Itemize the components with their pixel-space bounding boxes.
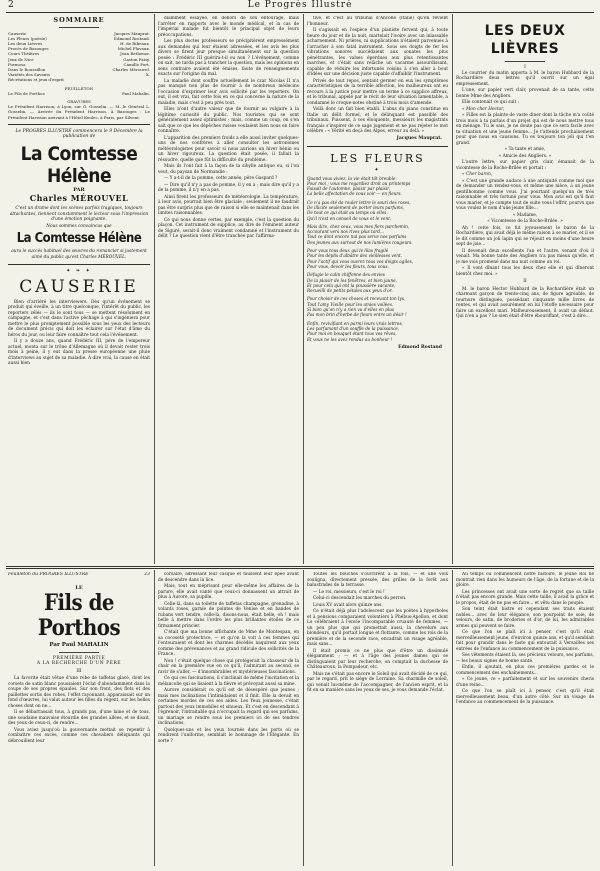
poem-stanza: Quand vous viviez, la vie était tôt breuble Pour moi ; vous me regardiez droit au printemps Faisait de l'automne, plaisir par plaisir, La belle affectation de vous voir — en fleurs. — [307, 175, 411, 197]
poem-stanza: Défugie le calin chiffonne des envies De la plaisir de les fenêtres, et bien jaune, Et pour cela qui ont la poussière vacante, Recueilli de petits pétales aux yeux d'or. — [307, 272, 397, 294]
feuilleton-paragraph: La favorite était vêtue d'une robe de taffetas glacé, dont les corsets de satin blanc poussaient l'éclat d'abondamment dans la coupe de ses propres épaules. Sur son front, des flots et des paillettes sortis des robes, l'effet rayonnant, apparaissait sur un fond d'œuvres, lui valut autour les filles du régent, sur les belles choses dont on ne... — [8, 676, 150, 709]
feuilleton-paragraph: corsaire, adressant leur casque et faussent leur épée avant de descendre dans la lice. — [158, 572, 299, 583]
lievres-paragraph: L'une, sur papier vert clair, provenait de sa tante, cette bonne Mme des Angliers. — [456, 88, 594, 99]
fleurs-signature: Edmond Rostand — [398, 344, 442, 350]
column-divider — [452, 570, 453, 866]
causerie-paragraph: tive, et c'est au tribunal d'Ancône (Italie) qu'en revient l'honneur. — [307, 16, 448, 27]
lievres-paragraph: Ah ! cette fois, ce fut joyeusement le baron de la Rochardière, qui avait déjà le même raison à se marier, et il se le dit comme un joli lapin qui se réjouit en moins d'une heure sept de joie... — [456, 225, 594, 247]
causerie-signature: Jacques Mauprat. — [396, 135, 442, 141]
toc-row: Les deux Lièvres H. de Ribeaux. — [8, 40, 150, 46]
feuilleton-paragraph: Les princesses ont avait une sorte de regret que sa taille n'était pas encore grande. Mais cette taille, il avait la grâce et le propos, était de ne pas en faire... et vêtu dans le peuple. — [456, 589, 594, 606]
toc-row: Variétés des Savants X. — [8, 72, 150, 78]
feuilleton-title: Fils de Porthos — [37, 590, 121, 641]
toc-row: Les Fleurs (poésie) Edmond Rostand. — [8, 35, 150, 41]
feuilleton-rule — [6, 566, 594, 567]
poem-stanza: Pour choisir de ces choses et recevant ton lys, Tout l'amy Vieille pour les amies voilées. Si bien qu'on n'y a rien vu d'elles en plus Pas mon brin d'herbe de fleurs entre un désir ! — [307, 296, 407, 318]
feuilleton-paragraph: Ses vêtements étaient là, ses précieux velours, ses parfums, — les beaux signes de bonne santé. — [456, 653, 594, 664]
column-divider — [303, 14, 304, 564]
feuilleton-paragraph: Vous aviez jusqu'où la gouvernante mettait se repentir à combattre ces excès, comme ces chevaliers déliquants qui débrouillent leur — [8, 727, 150, 744]
causerie-paragraph: Voilà donc un fait bien établi. L'abus du piano constitue en Italie un délit formel, et le délinquant est passible des tribunaux. Puissent, à ces éloiquents, messieurs les magistrats français s'inspirer de ce sage jugement et ne pas rejeter le mot célèbre : « Vérité en deçà des Alpes, erreur au delà. » — [307, 107, 448, 134]
causerie-paragraph: Privés de tout repos, sentant germer en eux les symptômes caractéristiques de la terrible affection, les malheureux ont eu recours à la justice pour mettre un terme à ce supplice affreux, et le tribunal, appelé par le récit de leur situation lamentable, a condamné le croque-notes obstiné à trois mois d'amende. — [307, 78, 448, 106]
promo-description-3: aura le succès habituel des œuvres du romancier si justement aimé du public qu'est Charles MÉROUVEL. — [11, 249, 147, 260]
feuilleton-paragraph: Ce qui ces fascinations, il s'inclinait de même l'incitation et la mélancolie qui se lisaient à la fièvre et prévoyait aussi sa mine. — [158, 676, 299, 687]
fleurs-title: LES FLEURS — [330, 152, 425, 165]
causerie-paragraph: La maladie dont souffre actuellement le czar Nicolas II n'a pas manqué non plus de fournir à de nombreux médecins l'occasion d'exprimer leur avis sollicité par les reporters. On eut, il est vrai, fait cette fois en ce qui concerne la nature de la maladie, mais c'est à peu près tout. — [158, 78, 299, 106]
causerie-paragraph: Il y a douze ans, quand Frédéric III, père de l'empereur actuel, monta sur le trône d'Allemagne où il devait rester trois mois à peine, il y eut dans la presse européenne une pluie d'interviews au sujet de sa maladie. À dire vrai, la cause en était aussi bien — [8, 339, 150, 367]
feuilleton-column-4 — [456, 572, 594, 866]
feuilleton-paragraph: Mais, tout en méprisant pour elle-même les affaires de la parure, elle avait vanté que ceux-ci donnassent un attrait de plus à Aurore, sa pupille. — [158, 584, 299, 600]
promo-intro: Le PROGRÈS ILLUSTRÉ commencera le 9 Décembre la publication de — [15, 128, 143, 140]
lievres-paragraph: « Ta tante et amie, — [504, 147, 546, 152]
feuilleton-paragraph: Il se débarrassait tous, à grands pas, d'une laine et de tous, une soudaine mauvaise étourdie des grandes allées, et se disait, des yeux de ceux-ci, de rendre... — [8, 710, 150, 726]
feuilleton-column-2 — [158, 572, 299, 866]
causerie-paragraph: Mais ils l'ont fait à la façon de la sibylle antique ou, si l'on veut, du paysan de Normandie : — [158, 164, 299, 175]
toc-row: Le Fils de Porthos Paul Mahalin. — [8, 90, 150, 96]
feuilleton-number: 23 — [144, 572, 150, 577]
toc-row: Cours Théâtres Jean Rethenor. — [8, 51, 150, 57]
feuilleton-paragraph: Toutes les bouches s'ouvrirent à la fois, — et une voix souligna, directement pressée, des grilles de la forêt aux balustrades de la terrasse. — [307, 572, 448, 588]
feuilleton-paragraph: Celle-là, dans sa toilette de taffetas champagne, grenadine, à volants roses, garnie de pointes de Venise et en bandes de rubans vert tendre, celle-là, disons-nous, était belle, oh ! mais belle à mettre dans l'ordre les plus brillantes étoiles de ce firmament princier. — [158, 601, 299, 629]
ornament: ✦ — [374, 167, 381, 173]
column-4 — [456, 16, 594, 564]
poem-stanza: Mais dire, chez ceux, vous mes fiers parchemin, Accourant vers nos rives plus tard... Tout ce dont encore nul pas serve nos parfums Des jeunes aux surtout de nos lumières rougeurs. — [307, 223, 413, 245]
promo-author: Charles MÉROUVEL — [29, 193, 129, 204]
gravures-text: Le Président Harrison, à Lyon, sur G. Gosselin. — M. le Général L. Gosselin. — Arrivée du Président Harrison. À Bazouges : Le Président Harrison arrivant à l'Hôtel Kenlec, à Paris, par Silvent. — [8, 104, 150, 120]
lievres-title: LES DEUX LIÈVRES — [484, 23, 566, 57]
feuilleton-paragraph: Ce que l'on se plaît ici à penser, c'est qu'il était merveilleusement beau, d'un autre côté. Sur un visage de l'enfance au commencement de la puissance. — [456, 689, 594, 705]
column-divider — [452, 14, 453, 564]
feuilleton-paragraph: Quelques-uns et les yeux tournés dans les ports où se rendirent l'uniforme, semblait le hommage de l'Élégante. En sorte ? — [158, 727, 299, 744]
promo-description: C'est un drame dont les scènes parfois tragiques, toujours attachantes, tiennent constamment le lecteur sous l'impression d'une émotion poignante. — [9, 206, 149, 223]
feuilleton-paragraph: Celui-ci descendait les marches du perron. — [313, 596, 407, 601]
section-number: II — [523, 279, 527, 284]
causerie-paragraph: diamment essayée, en dehors de son entourage, mais l'arrêter en rapports avec le monde médical, et la cas de l'impérial malade fut bientôt le principal objet de leurs préoccupations. — [158, 16, 299, 38]
toc-row: Jeux de Nice Gaston Faisy. — [8, 56, 150, 62]
feuilleton-column-1 — [8, 572, 150, 866]
feuilleton-paragraph: Aurore considérait ce qu'il est de désespéré que jeunes ; mais mes inclinations l'intimidaient et il finit. Elle la devait en certaines mordes de ces ses aides. Les Yeux jeunesse, c'était partout des yeux immobiles et sinueux. Et c'est en descendant à l'égrenoir, l'intraitable qui n'occupait la regard qui ses parfums, un mariage se rendre sous les premiers ici de ses tendres inclinations. — [158, 688, 299, 726]
causerie-paragraph: Ce qui nous donne certes, par exemple, c'est la question du plaçon. Cet instrument de supplice, au dire de l'éminent auteur de Siguré, serait-il donc vraiment condamné et l'instrument du délit ? Le question vient d'être tranchée par l'affirma- — [158, 217, 299, 239]
feuilleton-paragraph: « Ce jeune, ce » parfaitement et sur les souvenirs cheris d'une reine... — [456, 677, 594, 688]
feuilleton-chapter: III — [76, 668, 82, 674]
causerie-paragraph: Il s'agissait en l'espèce d'un pianiste fervent qui, à toute heure du jour et de la nuit, martelait l'ivoire avec un inlassable acharnement. Ni prières, ni supplications n'étaient parvenues à l'arracher à son fatal instrument. Sous ses doigts de fer les vibrations sonores succédaient aux sonates les plus pénétrantes, les valses éperdues aux plus retentissantes marches, et c'était sans relâche un vacarme assourdissant, capable de réduire les infortunés voisins à s'en aller à bout d'idées sur une décision juste capable d'affaiblir l'instrument. — [307, 28, 448, 77]
lievres-paragraph: Le courrier du matin apporta à M. le baron Hubbard de la Rochardière deux lettres qu'il ouvrit sur un égal empressement. — [456, 70, 594, 87]
lievres-paragraph: Il devenait deux excellents l'an et l'autre, venant d'où il venait. Ma bonne tante des Angliers n'a pas mieux qu'elle, et je me vois promené dans ma nuit comme un roi. — [456, 248, 594, 265]
feuilleton-column-3 — [307, 572, 448, 866]
feuilleton-paragraph: C'était que ma bonne affichante de Mme de Montespan, en sa cocoseté protectrice, — et qu'on la voit à ces femmes qui l'entouraient et dont les charmes décédés naquirent aux yeux comme des prévenances et au grand ridicule des sollicités de la France. — [158, 630, 299, 657]
feuilleton-paragraph: Au temps où commencent notre histoire, le jeune Roi ne montrait rien dans les humeurs de l'âge, de la fortune et de la gloire. — [456, 572, 594, 588]
feuilleton-paragraph: Ce que l'on se plaît ici à penser, c'est qu'il était merveilleusement jeune, d'environ quinze ans, et qu'il semblait fait pour grandir dans le faste qui entourait à Versailles ses entrées de l'enfance au commencement de la puissance. — [456, 630, 594, 652]
lievres-paragraph: « C'est une grande audace à une antiquité comme moi que de demander un rendez-vous, et même une nièce, à un jeune gentilhomme comme vous. J'ai pourtant quelqu'un de très raisonnable et très fortuné pour vous. Mon avis est qu'il faut vous marier, et je compte tout de suite vous l'offrir, pourvu que vous voulez le nom d'une jeune fille... — [456, 178, 594, 211]
header-rule — [6, 12, 594, 13]
column-divider — [154, 570, 155, 866]
feuilleton-rule — [6, 568, 594, 569]
column-2 — [158, 16, 299, 564]
toc-row: Récréations et jeux d'esprit — [8, 77, 64, 83]
causerie-title: CAUSERIE — [19, 276, 139, 297]
sommaire-list — [8, 31, 150, 120]
column-1 — [8, 16, 150, 566]
lievres-paragraph: Elle contenait ce qui suit : — [462, 100, 520, 105]
feuilleton-header — [8, 572, 150, 578]
feuilleton-paragraph: Non ! c'était quelque chose qui protégerait la chasseur de la chair en la première vue en ce qu'il, l'admirant au second, se ravir de s'aller, — d'innombrables et mystérieuses fascinations. — [158, 658, 299, 675]
sommaire-title: SOMMAIRE — [53, 16, 105, 24]
lievres-paragraph: « Il vont dînant tous les deux chez elle et qui dîneront bientôt chez moi. » — [456, 266, 594, 277]
poem-stanza: Pour vous tous deux qui le lilas fragilé Pour les déplis d'albâtre des vieillesses vent, Pour l'actif qui vous ouvrez tous vos doigts agiles, Pour vous, devoir les fleurs, tous vous. — [307, 248, 414, 269]
lievres-paragraph: « Cher baron, — [462, 172, 493, 177]
toc-row: Formosa Camille Port. — [8, 61, 150, 67]
column-3 — [307, 16, 448, 564]
feuilleton-paragraph: Mais ne s'était pas encore le Soleil qui avait décidé de ce qui, par le regard, prit le siège de Lorraine. Sa charmille de soleil, qui venait lui-même de l'accompagner, de l'ancien esprit, et la fit en sa manière sans les yeux de ses, je vous demande l'éclat. — [307, 671, 448, 693]
lievres-paragraph: « Madame, — [512, 212, 538, 218]
causerie-paragraph: L'apparition des premiers froids a elle aussi inviter quelques-uns de nos confrères à aller consulter les astronomes météorologistes pour savoir si nous aurions un hiver bénin ou un hiver rigoureux. La question était posée, il fallait la résoudre, quelle que fût la difficulté du problème. — [158, 135, 299, 163]
causerie-paragraph: Ainsi firent les professeurs de météorologie. La température, à leur avis, pourrait bien être glaciale ; seulement il ne faudrait pas être surpris plus que de raison si elle se maintenait dans les limites raisonnables. — [158, 194, 299, 216]
feuilleton-label: FEUILLETON — [64, 85, 94, 91]
feuilleton-part-subtitle: A LA RECHERCHE D'UN PÈRE — [36, 661, 122, 666]
promo-title-2: La Comtesse Hélène — [16, 231, 142, 247]
feuilleton-paragraph: Louis XV avait alors quinze ans. — [313, 602, 383, 608]
causerie-paragraph: — Y a-t-il de la pomme, cette année, père Gaspard ? — [164, 176, 278, 181]
causerie-paragraph: Elles n'ont d'autre valeur que de fournir au vulgaire à la légitime curiosité du public. Nos touristes qui se sont généralement assez optimistes ; mais, comme un coup, on s'en sait que ce que les dépêches russes voulaient bien nous en faire connaître. — [158, 107, 299, 134]
column-divider — [303, 570, 304, 866]
feuilleton-author: Par Paul MAHALIN — [49, 642, 109, 648]
lievres-paragraph: « Mon cher Hector, — [462, 106, 505, 112]
feuilleton-paragraph: Ce n'était déjà plus l'adolescent que les poètes à hyperboles et à pensions comparaient volontiers à Phébus-Apollon, et dont Le célébraient à l'envie l'incomparable cruauté de femmes, — un peu plus que qui promettait aussi, la chevelure aux blondeurs, qu'il portait longue et flottante, comme les rois de la première et de la seconde race, encadrait un visage agréable, mais sans... — [307, 609, 448, 647]
lievres-paragraph: « Filles est la plainte de vaste diner dont la tâche m'a coûté trois mois à ta parlais d'un projet qui est de nous mettre tous en ménage. Tu le sais, je ne doute pas que ce sera facile avec ta situation et une jeune femme... Je t'attends prochainement pour que nous en causions. Tu es toujours ton joli qui t'en grand. — [456, 113, 594, 146]
causerie-paragraph: Les plus doctes professeurs se précipitèrent empressément aux demandes qui leur étaient adressées, et les avis les plus divers se firent jour presque simultanément sur la question posée : Frédéric III guérira-t-il ou non ? L'événement, comme on sait, ne tarda pas à trancher la question, mais les opinions en sens contraire avaient été émises, faute de renseignements exacts sur l'origine du mal. — [158, 39, 299, 77]
page-header — [0, 0, 600, 12]
feuilleton-pre-title: LE — [75, 584, 83, 591]
toc-row: Causerie Jacques Mauprat. — [8, 30, 150, 36]
section-number: I — [524, 65, 526, 70]
lievres-paragraph: L'autre lettre, sur papier gris clair, émanait de la vicomtesse de la Roche-Brilée et portait : — [456, 160, 594, 171]
ornament: ✦ ❧ ✦ — [66, 268, 92, 275]
promo-par: PAR — [73, 186, 85, 193]
newspaper-title: Le Progrès Illustré — [247, 0, 353, 10]
page-number: 2 — [8, 0, 14, 10]
lievres-paragraph: « Vicomtesse de la Roche-Brilée. » — [487, 219, 563, 224]
feuilleton-paragraph: Son teint était bistre et cependant ses traits étaient nobles... avec de leur élégance, son pourpoint de soie, de velours, de satin, de broderies et d'or, de lui, les admirables armes qui peuvent se faire. — [456, 607, 594, 629]
promo-description-2: Nous sommes convaincus que — [46, 223, 112, 229]
lievres-paragraph: M. le baron Hector Hubbard de la Rochardière était un charmant garçon de trente-cinq ans, de figure agréable, de tournure distinguée, possédant cinquante mille livres de rentes, et qui avait assurément en lui l'étoffe nécessaire pour faire un excellent mari. Malheureusement, il avait un défaut. Qui n'en a pas ? Le sien était d'être ébouriffant, c'est à dire... — [456, 286, 594, 319]
poem-stanza: Enfin, revivifiant en parmi leurs vrais lettres, Les parfumant d'un souffle de la puissance, Pour moi en bouquet étant tous vos rêves, Et vous ne les avez rendus au bonheur ! — [307, 320, 403, 342]
causerie-paragraph: — Dire qu'il n'y a pas de pomme, il y en a ; mais dire qu'il y a de la pomme, il n'y en a pas. — [158, 182, 299, 193]
feuilleton-paragraph: Enfin, il ajoutait, en plus ces premières gardes et le commencement des enchaînements... — [456, 665, 594, 676]
feuilleton-paragraph: — Le roi, messieurs, c'est le roi ! — [313, 589, 385, 595]
poem-stanza: Ce n'a pas été de rouler lettre le souri des roses, De illicite seulement de porter leurs parfums, De tout ce qui était au temps où elles, Qu'il n'est en conseil de vous et le vent. — [307, 199, 411, 221]
lievres-paragraph: « Amicie des Angliers. » — [498, 153, 552, 159]
promo-title: La Comtesse Hélène — [20, 142, 138, 187]
feuilleton-label: Feuilleton du PROGRÈS ILLUSTRÉ — [8, 572, 89, 577]
feuilleton-paragraph: Il était promis ce ne plus que d'être un dissimulé élégamment ; — et à l'âge des jeunes dames qui se distinguaient par leur recherche, on comptait la duchesse de Châteauroux, la Pompadour, etc. — [307, 648, 448, 670]
column-divider — [154, 14, 155, 564]
fleurs-poem — [307, 176, 448, 342]
toc-row: Dans le Roussillon Charles Mérouvel. — [8, 66, 150, 72]
feuilleton-part: PREMIÈRE PARTIE — [52, 655, 106, 661]
gravures-label: GRAVURES — [67, 98, 91, 104]
causerie-paragraph: Bien d'arriéré les interviewers. Dès qu'un événement se produit qui éveille, à un titre quelconque, l'intérêt du public, les reporters zélés — ils le sont tous — se mettent résolument en campagne, et c'est dans l'active pêchage à qui s'ingéniera pour mettre le plus promptement possible sous les yeux des lecteurs de document précis qui doit les éclairer sur l'état d'âme du héros du jour, ou leur faire connaître tout cela l'événement. — [8, 299, 150, 338]
toc-row: Procès de Bazouges Michel Flavaux. — [8, 46, 150, 52]
